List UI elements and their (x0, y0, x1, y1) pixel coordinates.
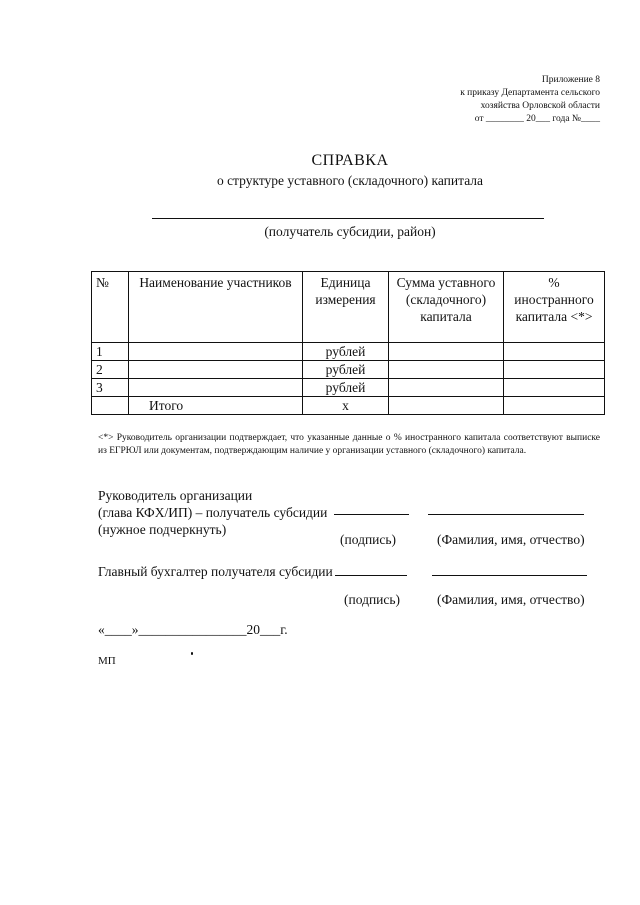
row-number: 3 (92, 379, 129, 397)
recipient-input-line[interactable] (152, 218, 544, 219)
head-label-line2: (глава КФХ/ИП) – получатель субсидии (98, 505, 328, 520)
document-title: СПРАВКА (311, 152, 389, 169)
appendix-header (460, 74, 600, 126)
table-row (92, 343, 605, 361)
header-foreign-percent: % иностранного капитала <*> (504, 272, 605, 343)
participant-name-cell[interactable] (129, 379, 303, 397)
head-name-caption: (Фамилия, имя, отчество) (437, 532, 585, 547)
foreign-percent-cell[interactable] (504, 361, 605, 379)
stamp-place-label: МП (98, 655, 116, 667)
total-sum-cell[interactable] (389, 397, 504, 415)
unit-cell: рублей (303, 379, 389, 397)
head-sign-caption: (подпись) (340, 532, 397, 547)
appendix-number: Приложение 8 (541, 75, 600, 85)
accountant-name-caption: (Фамилия, имя, отчество) (437, 592, 585, 607)
table-row (92, 361, 605, 379)
accountant-signature-field[interactable] (335, 575, 407, 576)
total-unit: х (303, 397, 389, 415)
unit-cell: рублей (303, 361, 389, 379)
head-signature-label (98, 487, 327, 538)
table-header-row (92, 272, 605, 343)
appendix-date-number: от ________ 20___ года №____ (474, 114, 600, 124)
row-number: 2 (92, 361, 129, 379)
participant-name-cell[interactable] (129, 343, 303, 361)
accountant-name-field[interactable] (432, 575, 587, 576)
head-signature-field[interactable] (334, 514, 409, 515)
capital-sum-cell[interactable] (389, 343, 504, 361)
row-number: 1 (92, 343, 129, 361)
accountant-signature-label: Главный бухгалтер получателя субсидии (98, 564, 333, 579)
capital-sum-cell[interactable] (389, 379, 504, 397)
appendix-order-ref: к приказу Департамента сельского (460, 88, 600, 98)
foreign-percent-cell[interactable] (504, 379, 605, 397)
footnote: <*> Руководитель организации подтверждает, что указанные данные о % иностранного капитала соответствуют выписке из ЕГРЮЛ или документам, подтверждающим наличие у организации уставного (складочного) капитала. (98, 433, 600, 456)
head-label-line3: (нужное подчеркнуть) (98, 522, 227, 537)
participant-name-cell[interactable] (129, 361, 303, 379)
total-label: Итого (129, 397, 303, 415)
total-percent-cell[interactable] (504, 397, 605, 415)
recipient-caption: (получатель субсидии, район) (264, 224, 436, 239)
capital-sum-cell[interactable] (389, 361, 504, 379)
head-label-line1: Руководитель организации (98, 488, 253, 503)
table-total-row (92, 397, 605, 415)
foreign-percent-cell[interactable] (504, 343, 605, 361)
unit-cell: рублей (303, 343, 389, 361)
document-subtitle: о структуре уставного (складочного) капитала (216, 173, 484, 188)
table-row (92, 379, 605, 397)
capital-structure-table (91, 271, 605, 415)
header-capital-sum: Сумма уставного (складочного) капитала (389, 272, 504, 343)
date-field[interactable]: «____»________________20___г. (98, 622, 288, 637)
header-number: № (92, 272, 129, 343)
head-name-field[interactable] (428, 514, 584, 515)
accountant-sign-caption: (подпись) (344, 592, 401, 607)
header-unit: Единица измерения (303, 272, 389, 343)
total-number-cell (92, 397, 129, 415)
appendix-department: хозяйства Орловской области (480, 101, 600, 111)
scan-dot (191, 652, 193, 655)
header-participants: Наименование участников (129, 272, 303, 343)
